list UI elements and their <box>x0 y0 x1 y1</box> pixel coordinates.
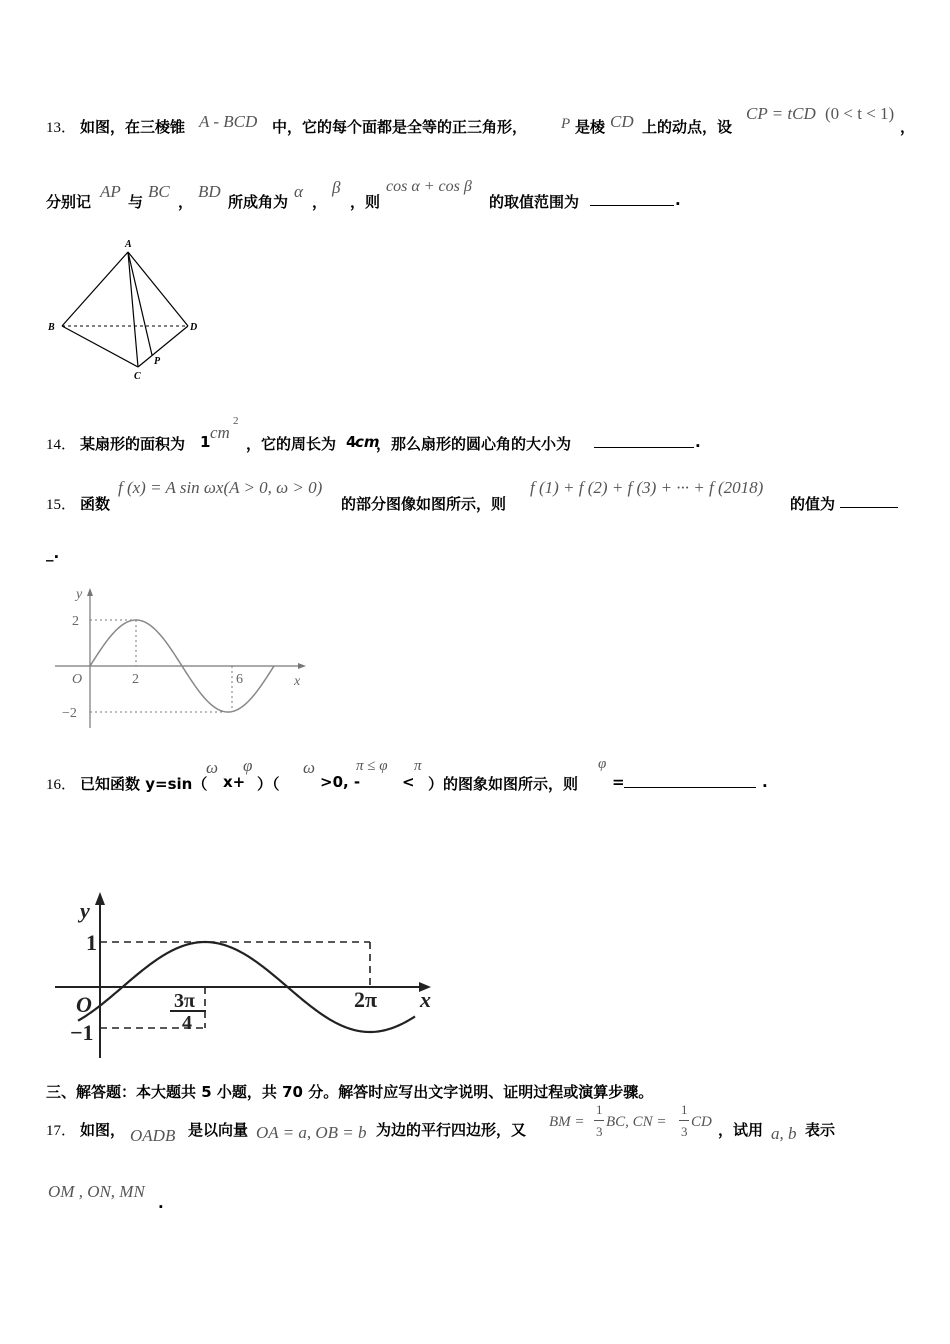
q17-math-bm: BM = <box>549 1114 585 1130</box>
q13-math-cp: CP = tCD <box>746 104 816 123</box>
q14-number: 14． <box>46 437 77 453</box>
q16-text-1: 已知函数 y=sin（ <box>80 775 208 793</box>
x-axis-label: x <box>420 987 431 1012</box>
q15-text-2: 的部分图像如图所示，则 <box>341 495 507 513</box>
q16-math-pi: π <box>414 758 422 774</box>
label-p: P <box>154 356 161 367</box>
q14-unit-cm-2: cm <box>355 433 380 451</box>
q16-text-6: ）的图象如图所示，则 <box>428 775 579 793</box>
q16-math-phi: φ <box>243 756 253 775</box>
q14-text-1: 某扇形的面积为 <box>80 435 186 453</box>
q17-text-4: ，试用 <box>718 1121 764 1139</box>
q13-math-bd: BD <box>198 182 221 201</box>
q16-math-omega: ω <box>206 758 219 777</box>
y-tick-1: 1 <box>86 930 97 955</box>
q17-text-2: 是以向量 <box>188 1121 249 1139</box>
q17-math-oadb: OADB <box>130 1126 176 1145</box>
origin-label: O <box>72 672 83 687</box>
q15-sine-graph <box>50 580 320 730</box>
q13-text-12: 的取值范围为 <box>489 193 580 211</box>
q17-text-1: 如图， <box>80 1121 126 1139</box>
q13-number: 13． <box>46 120 77 136</box>
q13-text-7: 与 <box>128 193 144 211</box>
q13-math-tetrahedron: A - BCD <box>199 112 258 131</box>
q14-text-4: . <box>695 433 701 451</box>
q14-text-2: ，它的周长为 <box>246 435 337 453</box>
q16-text-2: x+ <box>223 773 246 791</box>
q15-text-4: _. <box>46 544 60 562</box>
q17-fraction-2-bar <box>679 1120 689 1121</box>
q16-text-7: = <box>612 773 625 791</box>
q17-text-5: 表示 <box>805 1121 836 1139</box>
q14-unit-superscript: 2 <box>233 415 239 427</box>
q13-math-cos: cos α + cos β <box>386 178 472 195</box>
q13-text-6: 分别记 <box>46 193 92 211</box>
q16-math-pi-phi: π ≤ φ <box>356 758 388 774</box>
y-axis-arrow-icon <box>87 588 93 596</box>
q17-fraction-1-num: 1 <box>596 1102 603 1117</box>
q13-text-10: ， <box>312 193 328 211</box>
edge-bc <box>62 326 138 367</box>
origin-label: O <box>76 992 92 1017</box>
q14-unit-cm: cm <box>210 423 230 442</box>
q16-text-4: >0, - <box>320 773 361 791</box>
q15-text-1: 函数 <box>80 495 111 513</box>
q13-text-8: ， <box>178 193 194 211</box>
q13-text-5: ， <box>900 118 916 136</box>
q17-math-vectors: OA = a, OB = b <box>256 1123 367 1142</box>
q16-text-3: ）（ <box>257 775 280 793</box>
q13-text-9: 所成角为 <box>228 193 289 211</box>
x-tick-3pi-numerator: 3π <box>174 990 195 1012</box>
q13-math-alpha: α <box>294 182 303 201</box>
q15-number: 15． <box>46 497 77 513</box>
x-axis-arrow-icon <box>298 663 306 669</box>
q13-text-3: 是棱 <box>575 118 606 136</box>
q16-text-5: < <box>402 773 415 791</box>
q13-math-range: (0 < t < 1) <box>825 104 895 123</box>
q16-sine-graph <box>50 880 450 1065</box>
edge-cd <box>138 326 188 367</box>
q14-value-1: 1 <box>200 433 211 451</box>
label-b: B <box>48 322 55 333</box>
edge-ac <box>128 252 138 367</box>
y-axis-label: y <box>76 587 83 602</box>
q15-math-sum: f (1) + f (2) + f (3) + ··· + f (2018) <box>530 478 764 497</box>
q14-value-2: 4 <box>346 433 357 451</box>
q16-answer-blank <box>624 773 756 788</box>
y-axis-arrow-icon <box>95 892 105 905</box>
y-tick-2: 2 <box>72 614 79 629</box>
q16-number: 16． <box>46 777 77 793</box>
q17-fraction-1-bar <box>594 1120 604 1121</box>
q13-text-13: . <box>675 191 681 209</box>
q13-math-ap: AP <box>100 182 121 201</box>
q13-text-1: 如图，在三棱锥 <box>80 118 186 136</box>
x-tick-2pi: 2π <box>354 987 378 1012</box>
q14-answer-blank <box>594 433 694 448</box>
q17-math-vectors-to-express: OM , ON, MN <box>48 1182 145 1201</box>
q17-text-6: . <box>158 1194 164 1212</box>
q13-text-11: ，则 <box>350 193 381 211</box>
q17-fraction-2-den: 3 <box>681 1124 688 1139</box>
q13-math-bc: BC <box>148 182 170 201</box>
q13-text-2: 中，它的每个面都是全等的正三角形， <box>272 118 528 136</box>
y-tick-neg1: −1 <box>70 1020 94 1045</box>
q16-text-8: . <box>762 773 768 791</box>
q17-math-ab: a, b <box>771 1124 797 1143</box>
label-c: C <box>134 371 141 382</box>
q13-math-cd: CD <box>610 112 634 131</box>
edge-ab <box>62 252 128 326</box>
q17-number: 17． <box>46 1123 77 1139</box>
x-tick-3pi-denominator: 4 <box>182 1012 192 1034</box>
q17-fraction-2-num: 1 <box>681 1102 688 1117</box>
q13-tetrahedron-figure <box>40 235 210 385</box>
q15-answer-blank <box>840 493 898 508</box>
q16-math-phi-2: φ <box>598 756 607 772</box>
y-tick-neg2: −2 <box>62 706 77 721</box>
x-tick-6: 6 <box>236 672 243 687</box>
q17-math-bc-cn: BC, CN = <box>606 1114 667 1130</box>
label-a: A <box>125 239 132 250</box>
q15-text-3: 的值为 <box>790 495 836 513</box>
q13-answer-blank <box>590 191 674 206</box>
x-tick-2: 2 <box>132 672 139 687</box>
section-3-heading: 三、解答题：本大题共 5 小题，共 70 分。解答时应写出文字说明、证明过程或演算步骤。 <box>46 1083 654 1101</box>
x-axis-label: x <box>294 674 301 689</box>
q13-math-p: P <box>561 116 571 132</box>
q15-math-function: f (x) = A sin ωx(A > 0, ω > 0) <box>118 478 323 497</box>
q17-text-3: 为边的平行四边形，又 <box>376 1121 527 1139</box>
q13-text-4: 上的动点，设 <box>642 118 733 136</box>
q16-math-omega-2: ω <box>303 758 316 777</box>
q13-math-beta: β <box>332 178 341 197</box>
label-d: D <box>190 322 198 333</box>
q17-fraction-1-den: 3 <box>596 1124 603 1139</box>
q14-text-3: ，那么扇形的圆心角的大小为 <box>376 435 572 453</box>
q17-math-cd: CD <box>691 1114 712 1130</box>
y-axis-label: y <box>80 898 90 923</box>
